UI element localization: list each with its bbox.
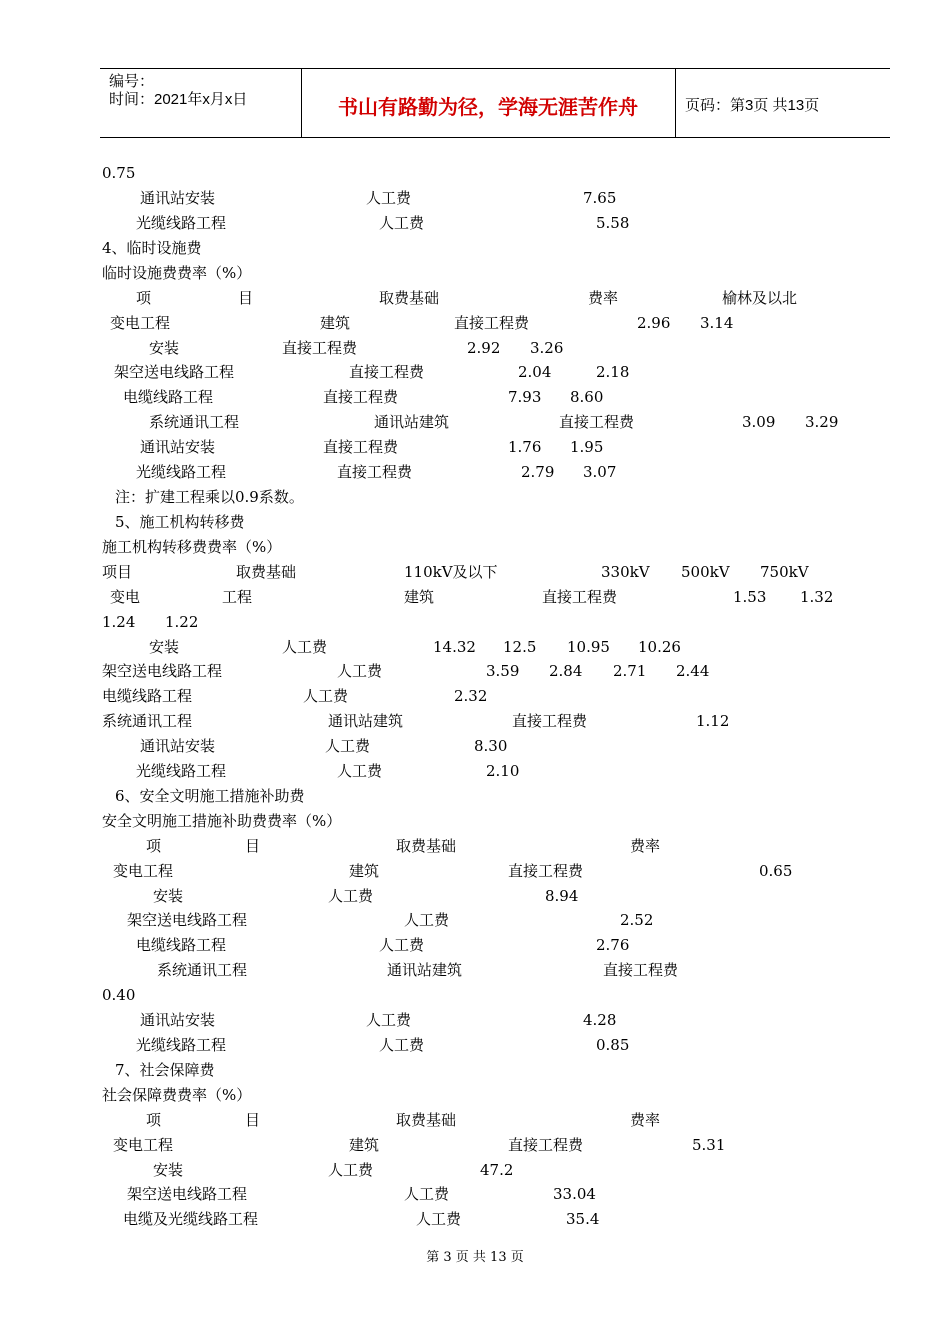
line-label: 安装 <box>149 339 180 357</box>
line-cell: 直接工程费 <box>454 314 530 332</box>
line-label: 7、社会保障费 <box>115 1061 215 1079</box>
line-cell: 通讯站建筑 <box>328 712 404 730</box>
line-label: 架空送电线路工程 <box>114 363 235 381</box>
line-cell: 目 <box>238 289 254 307</box>
line-cell: 2.71 <box>613 662 647 680</box>
line-label: 安装 <box>149 638 180 656</box>
page-header <box>100 68 890 138</box>
line-cell: 人工费 <box>328 887 374 905</box>
line-label: 光缆线路工程 <box>136 762 227 780</box>
line-label: 5、施工机构转移费 <box>115 513 245 531</box>
line-label: 注：扩建工程乘以0.9系数。 <box>115 488 304 506</box>
line-label: 光缆线路工程 <box>136 1036 227 1054</box>
line-cell: 建筑 <box>404 588 435 606</box>
line-cell: 人工费 <box>379 214 425 232</box>
line-cell: 取费基础 <box>236 563 297 581</box>
line-cell: 榆林及以北 <box>722 289 798 307</box>
line-cell: 人工费 <box>379 1036 425 1054</box>
line-cell: 2.84 <box>549 662 583 680</box>
line-cell: 人工费 <box>328 1161 374 1179</box>
line-cell: 1.53 <box>733 588 767 606</box>
line-cell: 建筑 <box>320 314 351 332</box>
line-cell: 直接工程费 <box>508 1136 584 1154</box>
line-label: 0.75 <box>102 164 136 182</box>
line-cell: 10.26 <box>638 638 681 656</box>
line-label: 光缆线路工程 <box>136 214 227 232</box>
line-label: 通讯站安装 <box>140 1011 216 1029</box>
line-cell: 直接工程费 <box>282 339 358 357</box>
line-cell: 直接工程费 <box>323 438 399 456</box>
line-cell: 人工费 <box>404 1185 450 1203</box>
header-left <box>109 73 247 109</box>
line-cell: 2.04 <box>518 363 552 381</box>
line-label: 0.40 <box>102 986 136 1004</box>
line-cell: 人工费 <box>337 762 383 780</box>
line-cell: 500kV <box>681 563 730 581</box>
line-label: 电缆线路工程 <box>136 936 227 954</box>
line-label: 施工机构转移费费率（%） <box>102 538 282 556</box>
line-label: 变电工程 <box>110 314 171 332</box>
line-cell: 人工费 <box>404 911 450 929</box>
page-footer: 第 3 页 共 13 页 <box>426 1250 524 1265</box>
line-label: 安装 <box>153 1161 184 1179</box>
line-label: 4、临时设施费 <box>102 239 202 257</box>
line-label: 安装 <box>153 887 184 905</box>
line-label: 电缆线路工程 <box>102 687 193 705</box>
line-cell: 2.10 <box>486 762 520 780</box>
line-cell: 建筑 <box>349 1136 380 1154</box>
line-cell: 8.60 <box>570 388 604 406</box>
line-cell: 750kV <box>760 563 809 581</box>
line-cell: 1.12 <box>696 712 730 730</box>
line-cell: 人工费 <box>282 638 328 656</box>
line-cell: 0.85 <box>596 1036 630 1054</box>
line-cell: 2.32 <box>454 687 488 705</box>
line-cell: 2.76 <box>596 936 630 954</box>
line-cell: 2.92 <box>467 339 501 357</box>
line-cell: 人工费 <box>379 936 425 954</box>
line-cell: 建筑 <box>349 862 380 880</box>
line-cell: 取费基础 <box>396 837 457 855</box>
line-label: 1.24 <box>102 613 136 631</box>
line-cell: 5.31 <box>692 1136 726 1154</box>
line-cell: 通讯站建筑 <box>374 413 450 431</box>
line-cell: 费率 <box>630 1111 661 1129</box>
line-cell: 费率 <box>588 289 619 307</box>
line-cell: 47.2 <box>480 1161 514 1179</box>
line-cell: 330kV <box>601 563 650 581</box>
line-label: 变电工程 <box>113 1136 174 1154</box>
line-cell: 8.30 <box>474 737 508 755</box>
line-label: 电缆及光缆线路工程 <box>123 1210 259 1228</box>
line-label: 临时设施费费率（%） <box>102 264 252 282</box>
line-cell: 1.22 <box>165 613 199 631</box>
line-cell: 取费基础 <box>379 289 440 307</box>
line-label: 系统通讯工程 <box>157 961 248 979</box>
number-label: 编号： <box>109 73 155 90</box>
line-cell: 2.79 <box>521 463 555 481</box>
line-label: 光缆线路工程 <box>136 463 227 481</box>
line-cell: 目 <box>245 1111 261 1129</box>
line-cell: 12.5 <box>503 638 537 656</box>
line-cell: 工程 <box>222 588 253 606</box>
line-cell: 2.18 <box>596 363 630 381</box>
header-motto: 书山有路勤为径，学海无涯苦作舟 <box>338 95 638 119</box>
line-cell: 8.94 <box>545 887 579 905</box>
line-cell: 3.14 <box>700 314 734 332</box>
line-cell: 10.95 <box>567 638 610 656</box>
line-label: 系统通讯工程 <box>149 413 240 431</box>
line-cell: 14.32 <box>433 638 476 656</box>
line-cell: 直接工程费 <box>349 363 425 381</box>
time-label: 时间：2021年x月x日 <box>109 91 248 108</box>
line-label: 通讯站安装 <box>140 438 216 456</box>
line-cell: 直接工程费 <box>508 862 584 880</box>
line-cell: 110kV及以下 <box>404 563 498 581</box>
line-cell: 33.04 <box>553 1185 596 1203</box>
line-label: 变电 <box>110 588 141 606</box>
line-label: 通讯站安装 <box>140 737 216 755</box>
line-label: 6、安全文明施工措施补助费 <box>115 787 305 805</box>
line-label: 变电工程 <box>113 862 174 880</box>
line-label: 项目 <box>102 563 133 581</box>
line-cell: 1.95 <box>570 438 604 456</box>
line-cell: 4.28 <box>583 1011 617 1029</box>
line-cell: 通讯站建筑 <box>387 961 463 979</box>
line-cell: 7.65 <box>583 189 617 207</box>
line-cell: 3.59 <box>486 662 520 680</box>
line-cell: 1.32 <box>800 588 834 606</box>
line-cell: 人工费 <box>325 737 371 755</box>
line-label: 系统通讯工程 <box>102 712 193 730</box>
line-cell: 2.52 <box>620 911 654 929</box>
line-cell: 直接工程费 <box>559 413 635 431</box>
header-divider <box>675 69 676 137</box>
page-number-label: 页码：第3页 共13页 <box>685 97 820 114</box>
line-cell: 直接工程费 <box>337 463 413 481</box>
line-cell: 人工费 <box>366 189 412 207</box>
line-cell: 取费基础 <box>396 1111 457 1129</box>
line-label: 项 <box>146 1111 162 1129</box>
line-cell: 人工费 <box>303 687 349 705</box>
line-label: 架空送电线路工程 <box>127 1185 248 1203</box>
line-cell: 直接工程费 <box>542 588 618 606</box>
line-cell: 3.29 <box>805 413 839 431</box>
line-label: 架空送电线路工程 <box>127 911 248 929</box>
line-cell: 3.26 <box>530 339 564 357</box>
line-cell: 2.44 <box>676 662 710 680</box>
line-label: 架空送电线路工程 <box>102 662 223 680</box>
line-cell: 直接工程费 <box>512 712 588 730</box>
line-cell: 费率 <box>630 837 661 855</box>
line-cell: 1.76 <box>508 438 542 456</box>
line-label: 通讯站安装 <box>140 189 216 207</box>
line-cell: 35.4 <box>566 1210 600 1228</box>
line-cell: 人工费 <box>366 1011 412 1029</box>
line-cell: 直接工程费 <box>323 388 399 406</box>
line-cell: 0.65 <box>759 862 793 880</box>
line-label: 项 <box>146 837 162 855</box>
line-label: 安全文明施工措施补助费费率（%） <box>102 812 342 830</box>
line-label: 社会保障费费率（%） <box>102 1086 252 1104</box>
line-cell: 3.09 <box>742 413 776 431</box>
line-cell: 2.96 <box>637 314 671 332</box>
line-cell: 5.58 <box>596 214 630 232</box>
line-cell: 人工费 <box>416 1210 462 1228</box>
line-cell: 目 <box>245 837 261 855</box>
line-cell: 7.93 <box>508 388 542 406</box>
line-cell: 人工费 <box>337 662 383 680</box>
line-cell: 3.07 <box>583 463 617 481</box>
line-label: 项 <box>136 289 152 307</box>
line-label: 电缆线路工程 <box>123 388 214 406</box>
line-cell: 直接工程费 <box>603 961 679 979</box>
